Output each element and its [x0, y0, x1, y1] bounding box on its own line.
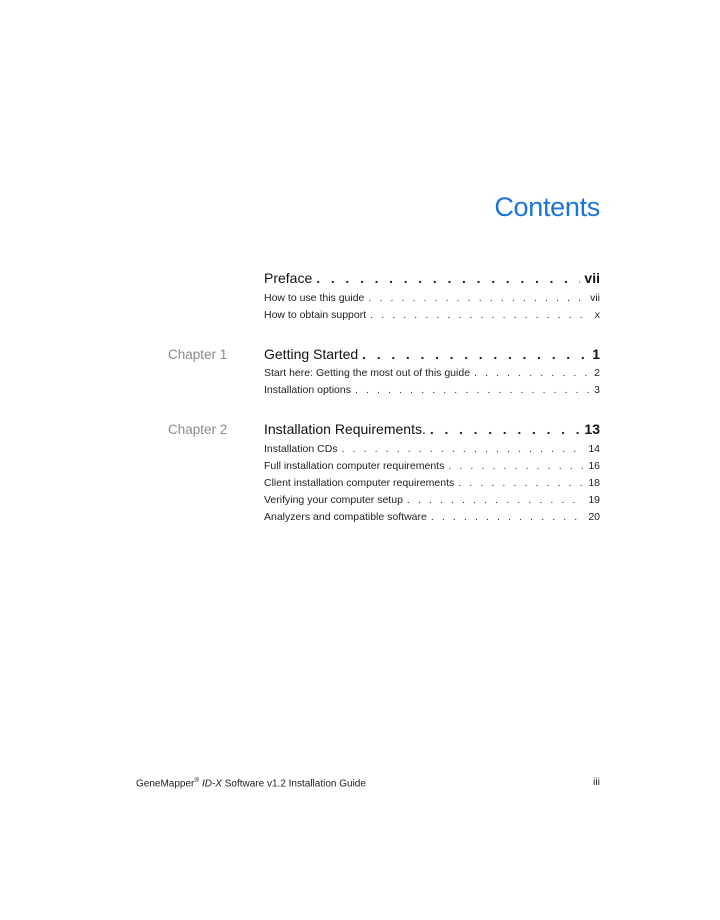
dot-leader	[407, 494, 584, 506]
toc-subentry-page: 14	[588, 443, 600, 455]
footer-title-rest: Software v1.2 Installation Guide	[221, 778, 366, 790]
toc-subentry[interactable]	[264, 309, 600, 321]
toc-entry-getting-started[interactable]	[264, 346, 600, 362]
dot-leader	[431, 511, 584, 523]
toc-subentry-page: 18	[588, 477, 600, 489]
footer-document-title	[136, 777, 366, 789]
toc-subentry-page: 3	[594, 384, 600, 396]
toc-entry-preface[interactable]	[264, 270, 600, 286]
dot-leader	[458, 477, 584, 489]
registered-mark: ®	[194, 777, 200, 784]
toc-entry-title: Getting Started	[264, 346, 359, 362]
toc-subentry-page: 20	[588, 511, 600, 523]
toc-subentry-page: 16	[588, 460, 600, 472]
toc-subentry-title: Installation CDs	[264, 443, 338, 455]
toc-entry-page: vii	[584, 270, 600, 286]
toc-subentry[interactable]	[264, 367, 600, 379]
toc-subentry-page: 2	[594, 367, 600, 379]
chapter-label: Chapter 2	[168, 422, 228, 437]
dot-leader	[368, 292, 586, 304]
dot-leader	[370, 309, 591, 321]
dot-leader	[430, 421, 581, 437]
toc-subentry-title: Client installation computer requirements	[264, 477, 455, 489]
page-title: Contents	[494, 192, 600, 222]
toc-subentry-title: Analyzers and compatible software	[264, 511, 427, 523]
toc-subentry-title: Start here: Getting the most out of this guide	[264, 367, 471, 379]
footer-page-number: iii	[593, 776, 600, 788]
dot-leader	[362, 346, 588, 362]
toc-entry-title: Preface	[264, 270, 313, 286]
toc-entry-page: 13	[584, 421, 600, 437]
toc-entry-page: 1	[592, 346, 600, 362]
toc-entry-installation-requirements[interactable]	[264, 421, 600, 437]
toc-subentry-title: Full installation computer requirements	[264, 460, 445, 472]
toc-subentry-title: How to obtain support	[264, 309, 367, 321]
toc-subentry[interactable]	[264, 460, 600, 472]
toc-subentry-title: Verifying your computer setup	[264, 494, 403, 506]
toc-entry-title: Installation Requirements.	[264, 421, 426, 437]
dot-leader	[316, 270, 580, 286]
footer-product-name: ID-X	[201, 778, 222, 790]
toc-subentry-title: Installation options	[264, 384, 351, 396]
toc-subentry[interactable]	[264, 384, 600, 396]
dot-leader	[342, 443, 585, 455]
footer-brand: GeneMapper	[136, 778, 195, 790]
toc-subentry[interactable]	[264, 292, 600, 304]
toc-subentry-page: 19	[588, 494, 600, 506]
dot-leader	[355, 384, 590, 396]
dot-leader	[474, 367, 590, 379]
toc-subentry[interactable]	[264, 511, 600, 523]
toc-subentry-title: How to use this guide	[264, 292, 365, 304]
toc-subentry-page: vii	[590, 292, 600, 304]
toc-subentry[interactable]	[264, 477, 600, 489]
toc-subentry-page: x	[594, 309, 600, 321]
toc-subentry[interactable]	[264, 494, 600, 506]
toc-subentry[interactable]	[264, 443, 600, 455]
dot-leader	[448, 460, 584, 472]
chapter-label: Chapter 1	[168, 347, 228, 362]
